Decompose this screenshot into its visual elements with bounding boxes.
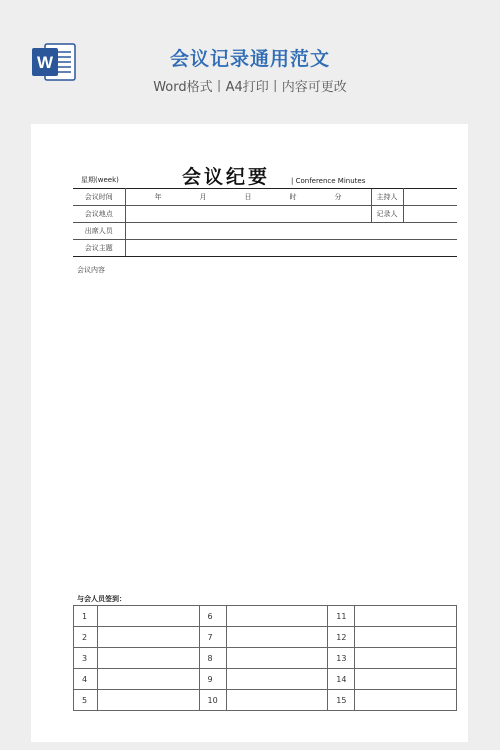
- sign-field[interactable]: [98, 627, 200, 648]
- sign-field[interactable]: [355, 627, 457, 648]
- sign-field[interactable]: [226, 669, 328, 690]
- sign-number: 13: [328, 648, 355, 669]
- recorder-label: 记录人: [371, 206, 403, 223]
- sign-number: 12: [328, 627, 355, 648]
- sign-number: 2: [74, 627, 98, 648]
- sign-field[interactable]: [355, 690, 457, 711]
- sign-number: 11: [328, 606, 355, 627]
- sign-field[interactable]: [226, 627, 328, 648]
- sign-number: 8: [199, 648, 226, 669]
- sign-number: 5: [74, 690, 98, 711]
- recorder-field[interactable]: [403, 206, 457, 223]
- doc-heading: [73, 162, 457, 188]
- sign-number: 6: [199, 606, 226, 627]
- page-subtitle: Word格式丨A4打印丨内容可更改: [153, 80, 347, 95]
- week-label: 星期(week): [81, 176, 119, 184]
- table-row: [74, 606, 457, 627]
- sign-field[interactable]: [98, 669, 200, 690]
- sign-number: 10: [199, 690, 226, 711]
- sign-in-label: 与会人员签到：: [77, 595, 126, 603]
- meeting-place-row: [73, 206, 457, 223]
- sign-field[interactable]: [226, 690, 328, 711]
- hour-label: 时: [289, 193, 297, 201]
- attendees-label: 出席人员: [73, 223, 125, 240]
- content-label: 会议内容: [77, 266, 105, 274]
- sign-field[interactable]: [98, 690, 200, 711]
- host-field[interactable]: [403, 189, 457, 206]
- attendees-row: [73, 223, 457, 240]
- sign-field[interactable]: [355, 606, 457, 627]
- meeting-place-field[interactable]: [125, 206, 371, 223]
- meeting-time-field[interactable]: [125, 189, 371, 206]
- sign-number: 9: [199, 669, 226, 690]
- sign-field[interactable]: [355, 669, 457, 690]
- sign-number: 3: [74, 648, 98, 669]
- sign-field[interactable]: [355, 648, 457, 669]
- page-header: [0, 0, 500, 122]
- sign-field[interactable]: [226, 606, 328, 627]
- sign-number: 7: [199, 627, 226, 648]
- table-row: [74, 627, 457, 648]
- meeting-place-label: 会议地点: [73, 206, 125, 223]
- sign-number: 15: [328, 690, 355, 711]
- page-title: 会议记录通用范文: [169, 48, 330, 70]
- document-page: [31, 124, 468, 742]
- sign-number: 1: [74, 606, 98, 627]
- doc-title: 会议纪要: [182, 166, 271, 188]
- meeting-time-label: 会议时间: [73, 189, 125, 206]
- table-row: [74, 690, 457, 711]
- meeting-info-table: [73, 188, 457, 257]
- attendees-field[interactable]: [125, 223, 457, 240]
- topic-label: 会议主题: [73, 240, 125, 257]
- sign-number: 4: [74, 669, 98, 690]
- table-row: [74, 669, 457, 690]
- doc-subtitle: | Conference Minutes: [291, 177, 366, 185]
- sign-field[interactable]: [98, 648, 200, 669]
- topic-row: [73, 240, 457, 257]
- table-row: [74, 648, 457, 669]
- year-label: 年: [154, 193, 162, 201]
- month-label: 月: [199, 193, 207, 201]
- word-icon-letter: W: [36, 53, 54, 72]
- sign-in-table: [73, 605, 457, 711]
- minute-label: 分: [334, 193, 342, 201]
- topic-field[interactable]: [125, 240, 457, 257]
- sign-number: 14: [328, 669, 355, 690]
- meeting-time-row: [73, 189, 457, 206]
- sign-field[interactable]: [98, 606, 200, 627]
- sign-field[interactable]: [226, 648, 328, 669]
- day-label: 日: [244, 193, 252, 201]
- host-label: 主持人: [371, 189, 403, 206]
